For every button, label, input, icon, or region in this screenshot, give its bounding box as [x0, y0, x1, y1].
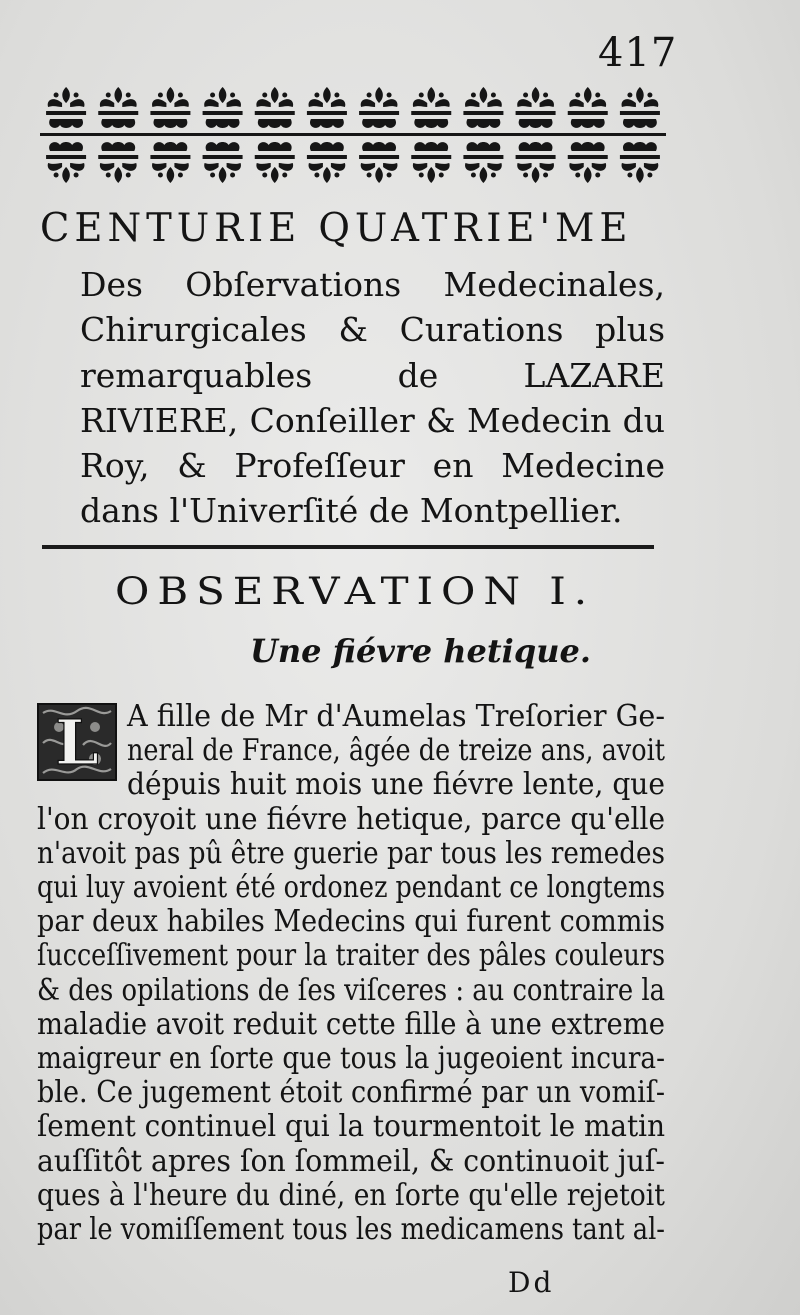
- body-line: par le vomiſſement tous les medicamens tant al-: [37, 1212, 665, 1246]
- decorative-headpiece: [40, 82, 666, 188]
- body-line: l'on croyoit une fiévre hetique, parce qu'elle: [37, 801, 665, 836]
- body-line: dépuis huit mois une fiévre lente, que: [127, 767, 665, 802]
- drop-cap: [37, 703, 117, 781]
- body-line: ble. Ce jugement étoit confirmé par un vomiſ-: [37, 1075, 665, 1110]
- body-line: neral de France, âgée de treize ans, avoit: [127, 733, 665, 768]
- body-line: maigreur en ſorte que tous la jugeoient incura-: [37, 1041, 665, 1075]
- observation-subtitle: Une fiévre hetique.: [250, 632, 591, 670]
- page-number: 417: [598, 30, 678, 76]
- horizontal-rule: [42, 545, 654, 549]
- body-line: ſement continuel qui la tourmentoit le matin: [37, 1109, 665, 1144]
- body-line: qui luy avoient été ordonez pendant ce longtems: [37, 870, 665, 904]
- body-line: auſſitôt apres ſon ſommeil, & continuoit juſ-: [37, 1143, 665, 1178]
- section-heading: CENTURIE QUATRIE'ME: [40, 206, 633, 251]
- body-line: par deux habiles Medecins qui furent commis: [37, 904, 665, 939]
- section-subtitle: Des Obſervations Medecinales, Chirurgicales & Curations plus remarquables de LAZARE RIVIERE, Conſeiller & Medecin du Roy, & Profeſſeur en Medecine dans l'Univerſité de Montpellier.: [80, 265, 665, 531]
- body-line: ſucceſſivement pour la traiter des pâles couleurs: [37, 938, 665, 973]
- signature-mark: Dd: [508, 1266, 555, 1299]
- body-line: & des opilations de ſes viſceres : au contraire la: [37, 972, 665, 1007]
- body-line: ques à l'heure du diné, en ſorte qu'elle rejetoit: [37, 1177, 665, 1212]
- body-line: maladie avoit reduit cette fille à une extreme: [37, 1006, 665, 1041]
- fleuron-band-icon: [40, 82, 666, 188]
- observation-title: OBSERVATION I.: [115, 570, 595, 613]
- drop-cap-letter: L: [55, 705, 99, 779]
- body-line: n'avoit pas pû être guerie par tous les remedes: [37, 835, 665, 870]
- body-line: A fille de Mr d'Aumelas Treſorier Ge-: [127, 699, 665, 733]
